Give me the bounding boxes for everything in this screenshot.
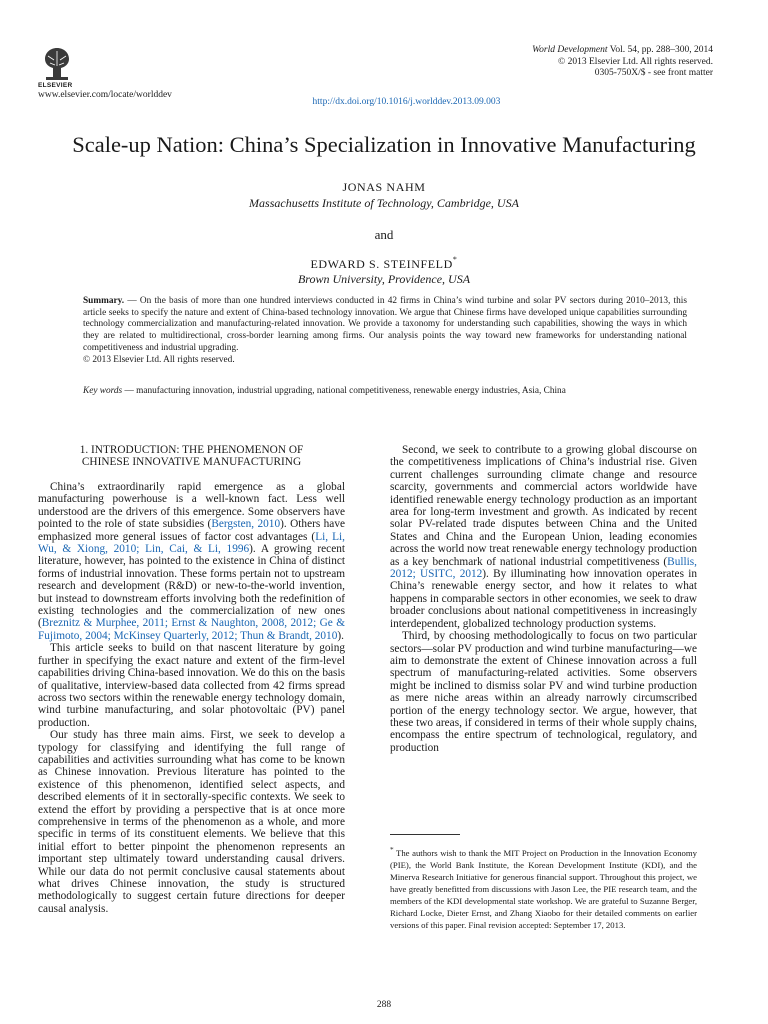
- citation-link[interactable]: Bullis, 2012; USITC, 2012: [390, 555, 697, 581]
- body-paragraph: [38, 481, 345, 642]
- paragraph-text: ). A growing recent literature, however, has pointed to the existence in China of distinct forms of industrial innovation. These forms pertain not to upstream research and development (R&D) or new-to-the-world invention, but instead to downstream efforts involving both the redefinition of existing technologies and the commercialization of new ones (: [38, 543, 345, 630]
- issn-line: 0305-750X/$ - see front matter: [594, 68, 713, 78]
- article-title: Scale-up Nation: China’s Specialization in Innovative Manufacturing: [72, 132, 696, 157]
- paragraph-text: This article seeks to build on that nascent literature by going further in specifying the exact nature and extent of the firm-level capabilities driving China-based innovation. We do this on the basis of qualitative, interview-based data collected from 42 firms spread across two sectors within the renewable energy technology domain, wind turbine manufacturing, and solar photovoltaic (PV) panel production.: [38, 642, 345, 729]
- paragraph-text: Second, we seek to contribute to a growing global discourse on the competitiveness implications of China’s industrial rise. Given current challenges surrounding climate change and resource scarcity, governments and commercial actors worldwide have identified renewable energy technology production as an important area for long-term investment and growth. As indicated by recent solar PV-related trade disputes between China and the United States and China and the European Union, leading economies across the world now treat renewable energy technology production as a key benchmark of national industrial competitiveness (: [390, 444, 697, 568]
- doi-link-container: [0, 97, 768, 107]
- left-column: [38, 481, 345, 915]
- citation-link[interactable]: Breznitz & Murphee, 2011; Ernst & Naughton, 2008, 2012; Ge & Fujimoto, 2004; McKinsey Quarterly, 2012; Thun & Brandt, 2010: [38, 617, 345, 642]
- author-line: [0, 256, 768, 272]
- paragraph-text: Our study has three main aims. First, we seek to develop a typology for classifying and identifying the full range of capabilities and activities surrounding what has come to be known as Chinese innovation. Previous literature has pointed to the existence of this phenomenon, identified select aspects, and described elements of it in sectorally-specific contexts. We seek to extend the effort by providing a perspective that is at once more comprehensive in terms of the phenomenon as a whole, and more specific in terms of its constituent elements. We believe that this initial effort to better pinpoint the phenomenon represents an important step ultimately toward understanding causal drivers. While our data do not permit conclusive causal statements about what drives Chinese innovation, the study is structured methodologically to suggest certain future directions for deeper causal analysis.: [38, 729, 345, 915]
- author-name: EDWARD S. STEINFELD: [310, 257, 453, 271]
- summary-text: On the basis of more than one hundred interviews conducted in 42 firms in China’s wind turbine and solar PV sectors during 2010–2013, this article seeks to specify the nature and extent of China-based technology innovation. We argue that Chinese firms have developed unique capabilities surrounding technology commercialization and manufacturing-related innovation. We provide a taxonomy for understanding such capabilities, showing the ways in which they are related to multidirectional, cross-border learning among firms. Our analysis points the way toward new frameworks for understanding national competitiveness and industrial upgrading.: [83, 296, 687, 353]
- body-paragraph: [38, 729, 345, 915]
- publisher-wordmark: ELSEVIER: [38, 82, 73, 89]
- paragraph-text: Third, by choosing methodologically to focus on two particular sectors—solar PV production and wind turbine manufacturing—we aim to demonstrate the extent of Chinese innovation across a full spectrum of manufacturing-related activities. Some observers might be inclined to dismiss solar PV and wind turbine production as mere niche areas within an already narrowly circumscribed portion of the energy technology sector. We argue, however, that these two areas, if considered in terms of their whole supply chains, encompass the entire spectrum of technological, regulatory, and production: [390, 630, 697, 754]
- summary-label: Summary.: [83, 296, 125, 306]
- paragraph-text: ). Others have emphasized more general issues of factor cost advantages (: [38, 518, 345, 543]
- body-paragraph: [38, 642, 345, 729]
- footnote-marker: *: [390, 846, 394, 854]
- keywords-text: manufacturing innovation, industrial upgrading, national competitiveness, renewable energy industries, Asia, China: [136, 386, 566, 396]
- section-heading-line: 1. INTRODUCTION: THE PHENOMENON OF: [79, 444, 304, 456]
- right-column: [390, 444, 697, 754]
- page-number: 288: [376, 1000, 392, 1010]
- footnote-marker[interactable]: *: [452, 255, 458, 264]
- journal-name: World Development: [532, 45, 608, 55]
- section-heading: [38, 444, 345, 469]
- site-url[interactable]: www.elsevier.com/locate/worlddev: [38, 90, 172, 100]
- paragraph-text: ).: [337, 629, 344, 642]
- summary-dash: —: [124, 296, 140, 306]
- paragraph-text: China’s extraordinarily rapid emergence as a global manufacturing powerhouse is a well-known fact. Less well understood are the drivers of this emergence. Some observers have pointed to the role of state subsidies (: [38, 481, 345, 531]
- doi-link[interactable]: http://dx.doi.org/10.1016/j.worlddev.2013.09.003: [312, 97, 501, 107]
- and-separator: and: [374, 227, 394, 242]
- author-affiliation: Brown University, Providence, USA: [297, 272, 471, 286]
- abstract: [83, 296, 687, 366]
- citation-link[interactable]: Bergsten, 2010: [211, 518, 281, 531]
- copyright-line: © 2013 Elsevier Ltd. All rights reserved.: [558, 56, 713, 67]
- elsevier-tree-logo: [40, 44, 74, 82]
- journal-info: [393, 45, 713, 80]
- body-paragraph: [390, 630, 697, 754]
- keywords-dash: —: [122, 386, 137, 396]
- citation-link[interactable]: Li, Li, Wu, & Xiong, 2010; Lin, Cai, & Li, 1996: [38, 530, 345, 556]
- keywords-label: Key words: [83, 386, 123, 396]
- keywords: [83, 386, 687, 398]
- author-name: JONAS NAHM: [342, 180, 426, 194]
- summary-copyright: © 2013 Elsevier Ltd. All rights reserved.: [83, 354, 235, 365]
- footnote: [390, 844, 697, 932]
- section-heading-line: CHINESE INNOVATIVE MANUFACTURING: [81, 456, 302, 469]
- body-paragraph: [390, 444, 697, 630]
- footnote-rule: [390, 834, 460, 835]
- author-affiliation: Massachusetts Institute of Technology, Cambridge, USA: [249, 196, 519, 210]
- footnote-text: The authors wish to thank the MIT Project on Production in the Innovation Economy (PIE), the World Bank Institute, the Korean Development Institute (KDI), and the Minerva Research Initiative for generous financial support. Throughout this project, we have greatly benefitted from discussions with Jason Lee, the PIE research team, and the members of the KDI developmental state workshop. We are grateful to Suzanne Berger, Richard Locke, Dieter Ernst, and Zhang Xiaobo for their detailed comments on earlier versions of this paper. Final revision accepted: September 17, 2013.: [390, 847, 697, 931]
- journal-citation: Vol. 54, pp. 288–300, 2014: [607, 45, 713, 55]
- paragraph-text: ). By illuminating how innovation operates in China’s renewable energy sector, and how it relates to what happens in comparable sectors in other economies, we seek to draw broader conclusions about national competitiveness in increasingly interdependent, globalized technology production systems.: [390, 568, 698, 630]
